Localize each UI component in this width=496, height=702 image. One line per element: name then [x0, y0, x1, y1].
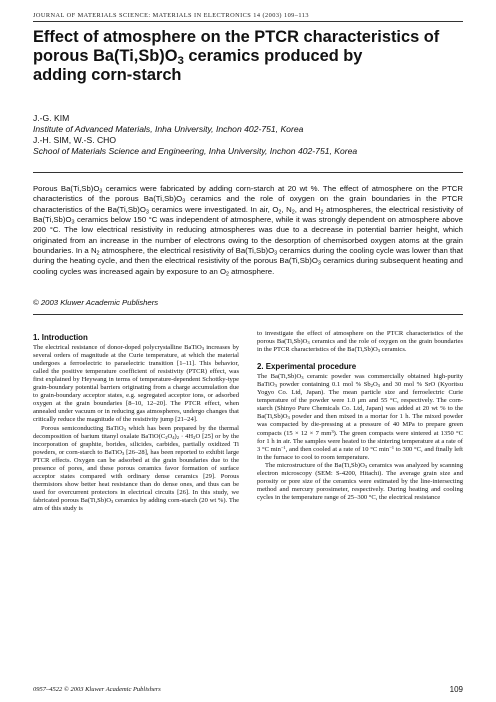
- right-column: [257, 330, 463, 502]
- title-line-3: adding corn-starch: [33, 66, 182, 84]
- intro-paragraph-2: Porous semiconducting BaTiO$_3$ which has been prepared by the thermal decomposition of barium titanyl oxalate $BaTiO(C_2O_4)_2 \cdot 4H_2O$ [25] or by the incorporation of graphite, borides, silicides, carbides, partially oxidized Ti powders, or corn-starch to BaTiO$_3$ [26–28], has been reported to exhibit large PTCR effects. Oxygen can be adsorbed at the grain boundaries due to the presence of pores, and these porous ceramics favor formation of surface acceptor states compared with ordinary dense ceramics [29]. Porous thermistors show better heat resistance than do dense ones, and thus can be used for overcurrent protectors in electrical circuits [26]. In this study, we fabricated porous $Ba(Ti,Sb)O_3$ ceramics by adding corn-starch (20 wt %). The aim of this study is: [33, 424, 239, 512]
- footer-issn-copyright: 0957–4522 © 2003 Kluwer Academic Publishers: [33, 686, 161, 693]
- author-1-affiliation: Institute of Advanced Materials, Inha University, Inchon 402-751, Korea: [33, 124, 304, 134]
- author-1-name: J.-G. KIM: [33, 113, 70, 123]
- section-heading-experimental: 2. Experimental procedure: [257, 362, 357, 372]
- author-2-names: J.-H. SIM, W.-S. CHO: [33, 135, 117, 145]
- page-number: 109: [449, 685, 463, 694]
- abstract-top-rule: [33, 172, 463, 173]
- header-rule: [33, 21, 463, 22]
- abstract-copyright: © 2003 Kluwer Academic Publishers: [33, 298, 159, 307]
- title-line-2: porous $Ba(Ti,Sb)O_3$ ceramics produced by: [33, 47, 363, 67]
- experimental-paragraph-2: The microstructure of the $Ba(Ti,Sb)O_3$ ceramics was analyzed by scanning electron microscopy (SEM: S-4200, Hitachi). The average grain size and porosity or pore size of the ceramics were estimated by the line-intersecting method and mercury porosimeter, respectively. During heating and cooling cycles in the temperature range of 25–300 °C, the electrical resistance: [257, 461, 463, 501]
- running-head: JOURNAL OF MATERIALS SCIENCE: MATERIALS IN ELECTRONICS 14 (2003) 109–113: [33, 12, 309, 19]
- left-column: [33, 330, 239, 513]
- abstract: Porous $Ba(Ti,Sb)O_3$ ceramics were fabricated by adding corn-starch at 20 wt %. The effect of atmosphere on the PTCR characteristics of the porous $Ba(Ti,Sb)O_3$ ceramics and the role of oxygen on the grain boundaries in the PTCR characteristics of the $Ba(Ti,Sb)O_3$ ceramics were investigated. In air, $O_2$, $N_2$, and $H_2$ atmospheres, the electrical resistivity of $Ba(Ti,Sb)O_3$ ceramics below 150 °C was independent of atmosphere, while it was strongly dependent on atmosphere above 200 °C. The low electrical resistivity in reducing atmospheres was due to a decrease in potential barrier height, which originated from an increase in the number of electrons owing to the desorption of chemisorbed oxygen atoms at the grain boundaries. In a $N_2$ atmosphere, the electrical resistivity of $Ba(Ti,Sb)O_3$ ceramics during the cooling cycle was lower than that during the heating cycle, and then the electrical resistivity of the porous $Ba(Ti,Sb)O_3$ ceramics during subsequent heating and cooling cycles was increased again by exposure to an $O_2$ atmosphere.: [33, 184, 463, 278]
- footer: [33, 686, 463, 693]
- author-block: [33, 113, 463, 157]
- author-2-affiliation: School of Materials Science and Engineering, Inha University, Inchon 402-751, Korea: [33, 146, 358, 156]
- section-heading-introduction: 1. Introduction: [33, 333, 88, 342]
- abstract-bottom-rule: [33, 314, 463, 315]
- experimental-paragraph-1: The $Ba(Ti,Sb)O_3$ ceramic powder was commercially obtained high-purity BaTiO$_3$ powder containing 0.1 mol % $Sb_2O_3$ and 30 mol % SrO (Kyoritsu Yogyo Co. Ltd, Japan). The mean particle size and ferroelectric Curie temperature of the powder were 1.0 μm and 55 °C, respectively. The corn-starch (Shinyo Pure Chemicals Co. Ltd, Japan) was added at 20 wt % to the $Ba(Ti,Sb)O_3$ powder and then mixed in a mortar for 1 h. The mixed powder was compacted by die-pressing at a pressure of 40 MPa to prepare green compacts (15 × 12 × 7 $mm^3$). The green compacts were sintered at 1350 °C for 1 h in air. The samples were heated to the sintering temperature at a rate of 3 °C $\min^{-1}$, and then cooled at a rate of 10 °C $\min^{-1}$ to 300 °C, and finally left in the furnace to cool to room temperature.: [257, 373, 464, 461]
- title-line-1: Effect of atmosphere on the PTCR characteristics of: [33, 28, 440, 46]
- intro-paragraph-3: to investigate the effect of atmosphere on the PTCR characteristics of the porous $Ba(Ti,Sb)O_3$ ceramics and the role of oxygen on the grain boundaries in the PTCR characteristics of the $Ba(Ti,Sb)O_3$ ceramics.: [257, 330, 463, 354]
- article-title: [33, 28, 463, 85]
- intro-paragraph-1: The electrical resistance of donor-doped polycrystalline BaTiO$_3$ increases by several orders of magnitude at the Curie temperature, at which the material undergoes a ferroelectric to paraelectric transition [1–11]. This behavior, called the positive temperature coefficient of resistivity (PTCR) effect, was first explained by Heywang in terms of temperature-dependent Schottky-type grain-boundary potential barriers originating from a charge accumulation due to grain-boundary acceptor states, e.g. segregated acceptor ions, or adsorbed oxygen at the grain boundaries [8–10, 12–20]. The PTCR effect, when annealed under vacuum or in reducing gas atmospheres, undergo changes that critically reduce the magnitude of the resistivity jump [21–24].: [33, 344, 239, 424]
